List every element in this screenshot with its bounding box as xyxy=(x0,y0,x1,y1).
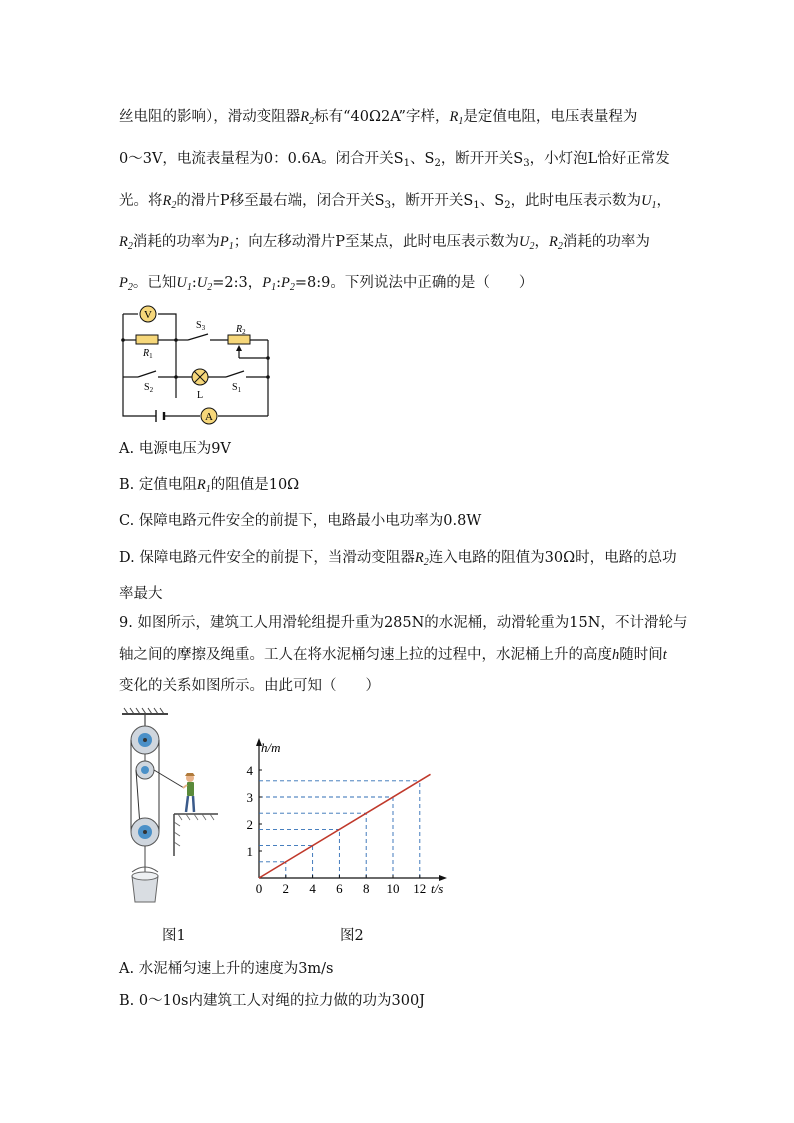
q8-option-b[interactable]: B. 定值电阻$R_1$的阻值是10Ω xyxy=(119,477,300,495)
y-axis-label: h/m xyxy=(261,740,281,755)
fig1-caption: 图1 xyxy=(162,928,186,944)
circuit-diagram xyxy=(118,302,278,428)
resistor-R2 xyxy=(228,335,250,344)
svg-text:S2: $S_2$ xyxy=(144,382,154,394)
q9-option-a[interactable]: A. 水泥桶匀速上升的速度为3m/s xyxy=(119,961,334,977)
q8-line-2: 0～3V，电流表量程为0：0.6A。闭合开关$S_1$、$S_2$，断开开关$S_3$，小灯泡L恰好正常发 xyxy=(119,151,670,169)
svg-text:A: A xyxy=(205,411,213,423)
x-axis-label: t/s xyxy=(431,881,444,896)
var-R1: $R_1$ xyxy=(449,109,464,127)
svg-text:V: V xyxy=(144,309,152,321)
svg-text:S1: $S_1$ xyxy=(232,382,242,394)
x-tick-label: 8 xyxy=(362,881,370,896)
fig2-caption: 图2 xyxy=(340,928,364,944)
y-tick-label: 1 xyxy=(246,844,253,859)
q8-option-d[interactable]: D. 保障电路元件安全的前提下，当滑动变阻器$R_2$连入电路的阻值为30Ω时，电路的总功 xyxy=(119,550,677,568)
svg-text:S3: $S_3$ xyxy=(196,320,206,332)
var-R2: $R_2$ xyxy=(300,109,315,127)
resistor-R1 xyxy=(136,335,158,344)
pulley-figure xyxy=(118,704,228,909)
y-tick-label: 2 xyxy=(246,817,253,832)
x-tick-label: 6 xyxy=(336,881,343,896)
svg-text:L: L xyxy=(197,390,204,401)
q9-option-b[interactable]: B. 0～10s内建筑工人对绳的拉力做的功为300J xyxy=(119,993,425,1009)
svg-text:R2: $R_2$ xyxy=(236,324,246,336)
q8-line-1: 丝电阻的影响），滑动变阻器$R_2$标有“40Ω2A”字样，$R_1$是定值电阻，电压表量程为 xyxy=(119,109,638,127)
q8-option-d-cont: 率最大 xyxy=(119,586,163,602)
worker-icon xyxy=(183,773,195,812)
y-tick-label: 4 xyxy=(246,763,253,778)
q8-option-c[interactable]: C. 保障电路元件安全的前提下，电路最小电功率为0.8W xyxy=(119,513,482,529)
data-line xyxy=(259,774,431,878)
q8-line-4: $R_2$消耗的功率为$P_1$；向左移动滑片P至某点，此时电压表示数为$U_2$，$R_2$消耗的功率为 xyxy=(119,234,650,252)
x-tick-label: 0 xyxy=(255,881,263,896)
svg-text:R1: $R_1$ xyxy=(143,348,153,360)
q8-option-a[interactable]: A. 电源电压为9V xyxy=(119,441,231,457)
x-tick-label: 4 xyxy=(309,881,316,896)
x-tick-label: 12 xyxy=(413,881,427,896)
y-tick-label: 3 xyxy=(246,790,253,805)
h-t-chart xyxy=(236,732,456,902)
x-tick-label: 10 xyxy=(386,881,400,896)
q9-line-1: 9. 如图所示，建筑工人用滑轮组提升重为285N的水泥桶，动滑轮重为15N，不计滑轮与 xyxy=(119,615,688,631)
x-tick-label: 2 xyxy=(282,881,290,896)
q8-line-5: $P_2$。已知$U_1:U_2=2:3$，$P_1:P_2=8:9$。下列说法中正确的是（ ） xyxy=(119,275,534,293)
q9-line-2: 轴之间的摩擦及绳重。工人在将水泥桶匀速上拉的过程中，水泥桶上升的高度h随时间t xyxy=(119,647,667,663)
q9-line-3: 变化的关系如图所示。由此可知（ ） xyxy=(119,678,380,694)
q8-line-3: 光。将$R_2$的滑片P移至最右端，闭合开关$S_3$，断开开关$S_1$、$S_2$，此时电压表示数为$U_1$， xyxy=(119,193,672,211)
